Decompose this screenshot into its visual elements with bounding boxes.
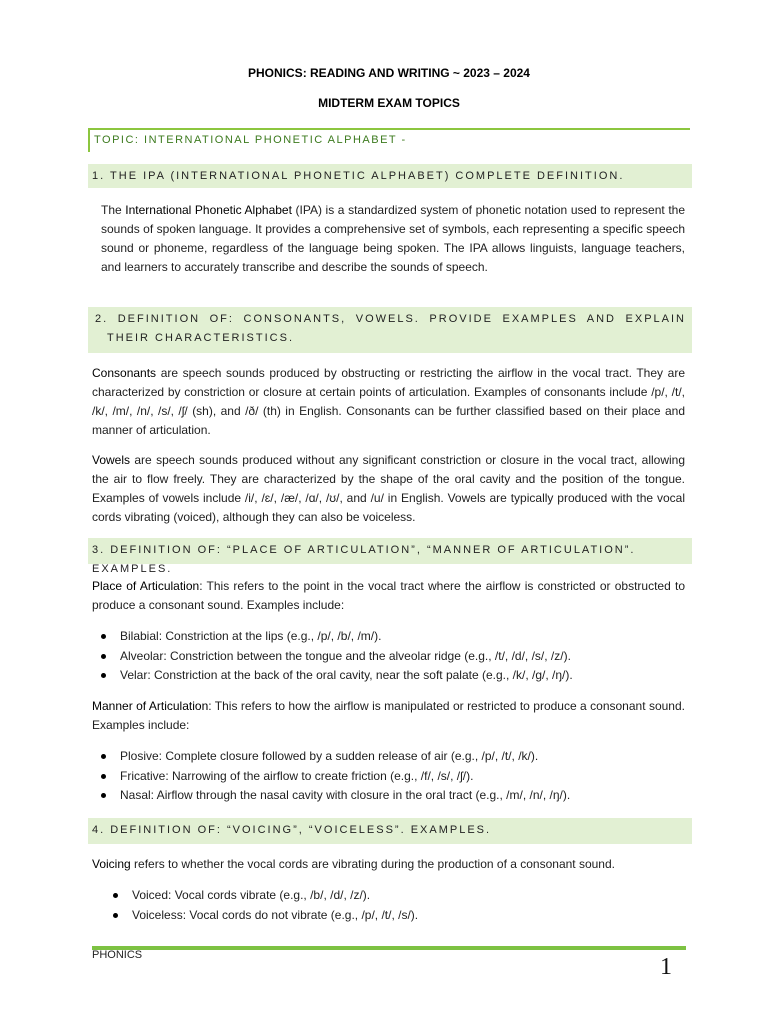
place-of-articulation-text: : This refers to the point in the vocal tract where the airflow is constricted or obstructed to produce a consonant sound. Examples include: [92,579,685,612]
consonants-text: are speech sounds produced by obstructing or restricting the airflow in the vocal tract. They are characterized by constriction or closure at certain points of articulation. Examples of consonants include /p/, /t/, /k/, /m/, /n/, /s/, /ʃ/ (sh), and /ð/ (th) in English. Consonants can be further classified based on their place and manner of articulation. [92,366,685,437]
voicing-text: refers to whether the vocal cords are vibrating during the production of a consonant sound. [130,857,615,871]
ipa-para-text: (IPA) is a standardized system of phonetic notation used to represent the sounds of spoken language. It provides a comprehensive set of symbols, each representing a specific speech sound or phoneme, regardless of the language being spoken. The IPA allows linguists, language teachers, and learners to accurately transcribe and describe the sounds of speech. [101,203,686,274]
list-item: Bilabial: Constriction at the lips (e.g., /p/, /b/, /m/). [96,627,686,647]
section-2-heading [88,307,692,353]
footer-label: PHONICS [92,949,143,961]
list-item: Voiced: Vocal cords vibrate (e.g., /b/, /d/, /z/). [108,886,686,906]
list-item: Velar: Constriction at the back of the oral cavity, near the soft palate (e.g., /k/, /g/, /ŋ/). [96,666,686,686]
section-1-heading [88,164,692,188]
vowels-paragraph [92,451,685,527]
list-item: Plosive: Complete closure followed by a sudden release of air (e.g., /p/, /t/, /k/). [96,747,686,767]
footer-rule [92,946,686,950]
consonants-paragraph [92,364,685,440]
list-item: Alveolar: Constriction between the tongue and the alveolar ridge (e.g., /t/, /d/, /s/, /z/). [96,647,686,667]
consonants-term: Consonants [92,366,157,380]
place-examples-list [96,627,686,686]
list-item: Nasal: Airflow through the nasal cavity with closure in the oral tract (e.g., /m/, /n/, /ŋ/). [96,786,686,806]
topic-heading [88,128,690,152]
manner-of-articulation-paragraph [92,697,685,735]
place-of-articulation-term: Place of Articulation [92,579,200,593]
voicing-paragraph [92,855,685,874]
vowels-term: Vowels [92,453,131,467]
document-subtitle: MIDTERM EXAM TOPICS [318,96,460,110]
ipa-definition-paragraph [101,201,685,277]
manner-examples-list [96,747,686,806]
place-of-articulation-paragraph [92,577,685,615]
document-title: PHONICS: READING AND WRITING ~ 2023 – 2024 [248,66,530,80]
ipa-para-lead: The [101,203,126,217]
section-3-heading-text: 3. DEFINITION OF: “PLACE OF ARTICULATION”, “MANNER OF ARTICULATION”. EXAMPLES. [92,544,636,575]
ipa-term: International Phonetic Alphabet [125,203,292,217]
section-4-heading [88,818,692,844]
topic-heading-text: TOPIC: INTERNATIONAL PHONETIC ALPHABET - [94,134,407,146]
page-number: 1 [660,954,672,980]
voicing-term: Voicing [92,857,131,871]
section-3-heading [88,538,692,575]
list-item: Voiceless: Vocal cords do not vibrate (e.g., /p/, /t/, /s/). [108,906,686,926]
manner-of-articulation-text: : This refers to how the airflow is manipulated or restricted to produce a consonant sound. Examples include: [92,699,685,732]
section-2-heading-text: 2. DEFINITION OF: CONSONANTS, VOWELS. PROVIDE EXAMPLES AND EXPLAIN THEIR CHARACTERISTICS. [95,313,686,344]
section-1-heading-text: 1. THE IPA (INTERNATIONAL PHONETIC ALPHABET) COMPLETE DEFINITION. [92,170,625,182]
manner-of-articulation-term: Manner of Articulation [92,699,209,713]
vowels-text: are speech sounds produced without any significant constriction or closure in the vocal tract, allowing the air to flow freely. They are characterized by the shape of the oral cavity and the position of the tongue. Examples of vowels include /i/, /ɛ/, /æ/, /ɑ/, /ʊ/, and /u/ in English. Vowels are typically produced with the vocal cords vibrating (voiced), although they can also be voiceless. [92,453,685,524]
section-4-heading-text: 4. DEFINITION OF: “VOICING”, “VOICELESS”. EXAMPLES. [92,824,492,836]
list-item: Fricative: Narrowing of the airflow to create friction (e.g., /f/, /s/, /ʃ/). [96,767,686,787]
voicing-examples-list [108,886,686,925]
